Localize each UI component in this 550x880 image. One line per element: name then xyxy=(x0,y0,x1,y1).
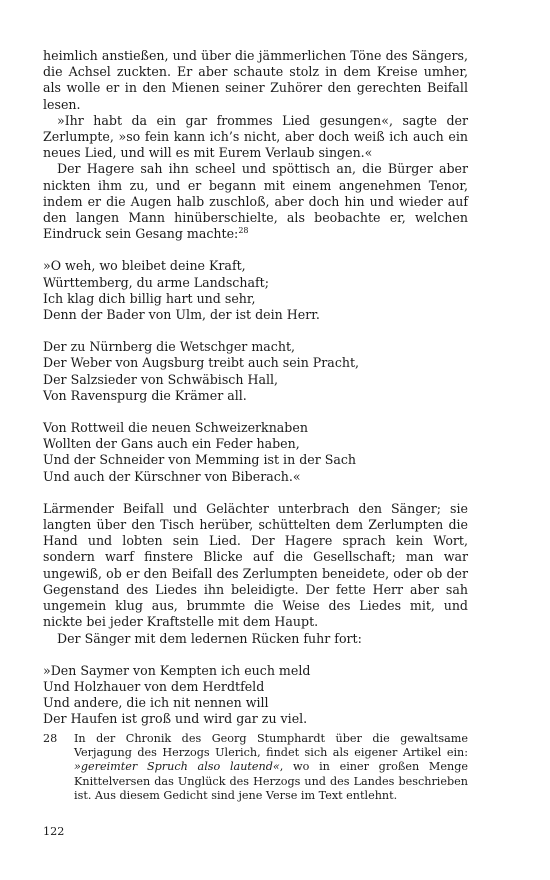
poem-stanza xyxy=(43,258,468,323)
verse-line: »O weh, wo bleibet deine Kraft, xyxy=(43,258,246,274)
poem-stanza xyxy=(43,339,468,404)
verse-line: Von Ravenspurg die Krämer all. xyxy=(43,387,247,403)
footnote-text-part: , wo in einer großen Menge Knittelversen das Unglück des Herzogs und des Landes beschrieben ist. Aus diesem Gedicht sind jene Verse im Text entlehnt. xyxy=(74,760,468,802)
verse-line: Und auch der Kürschner von Biberach.« xyxy=(43,468,301,484)
prose-middle xyxy=(43,501,468,647)
paragraph xyxy=(43,161,468,242)
page-number: 122 xyxy=(43,825,65,838)
poem-stanza xyxy=(43,663,468,728)
verse-line: Der Weber von Augsburg treibt auch sein Pracht, xyxy=(43,355,360,371)
footnote-reference[interactable]: 28 xyxy=(238,226,249,236)
verse-line: Und der Schneider von Memming ist in der Sach xyxy=(43,452,357,468)
verse-line: Wollten der Gans auch ein Feder haben, xyxy=(43,436,300,452)
verse-line: »Den Saymer von Kempten ich euch meld xyxy=(43,662,311,678)
paragraph-text: Der Hagere sah ihn scheel und spöttisch an, die Bürger aber nickten ihm zu, und er begann mit einem angenehmen Tenor, indem er die Augen halb zuschloß, aber doch hin und wieder auf den langen Mann hinüberschielte, als beobachte er, welchen Eindruck sein Gesang machte: xyxy=(43,161,468,242)
paragraph: »Ihr habt da ein gar frommes Lied gesungen«, sagte der Zerlumpte, »so fein kann ich’s nicht, aber doch weiß ich auch ein neues Lied, und will es mit Eurem Verlaub singen.« xyxy=(43,112,468,161)
poem xyxy=(43,663,468,728)
page-body xyxy=(43,48,468,728)
prose-top xyxy=(43,48,468,242)
paragraph: Lärmender Beifall und Gelächter unterbrach den Sänger; sie langten über den Tisch herüber, schüttelten dem Zerlumpten die Hand und lobten sein Lied. Der Hagere sprach kein Wort, sondern warf finstere Blicke auf die Gesellschaft; man war ungewiß, ob er den Beifall des Zerlumpten beneidete, oder ob der Gegenstand des Liedes ihn beleidigte. Der fette Herr aber sah ungemein klug aus, brummte die Weise des Liedes mit, und nickte bei jeder Kraftstelle mit dem Haupt. xyxy=(43,500,468,630)
paragraph: Der Sänger mit dem ledernen Rücken fuhr fort: xyxy=(57,630,362,646)
verse-line: Der Haufen ist groß und wird gar zu viel. xyxy=(43,711,308,727)
verse-line: Ich klag dich billig hart und sehr, xyxy=(43,290,256,306)
footnote-text xyxy=(74,732,468,803)
footnote-text-part: In der Chronik des Georg Stumphardt über die gewaltsame Verjagung des Herzogs Ulerich, findet sich als eigener Artikel ein: xyxy=(74,732,468,760)
poem xyxy=(43,258,468,484)
verse-line: Der Salzsieder von Schwäbisch Hall, xyxy=(43,371,279,387)
verse-line: Und Holzhauer von dem Herdtfeld xyxy=(43,678,265,694)
footnote-italic-quote: »gereimter Spruch also lautend« xyxy=(74,760,280,774)
verse-line: Württemberg, du arme Landschaft; xyxy=(43,274,269,290)
verse-line: Und andere, die ich nit nennen will xyxy=(43,695,269,711)
paragraph: heimlich anstießen, und über die jämmerlichen Töne des Sängers, die Achsel zuckten. Er aber schaute stolz in dem Kreise umher, als wolle er in den Mienen seiner Zuhörer den gerechten Beifall lesen. xyxy=(43,48,468,112)
poem-stanza xyxy=(43,420,468,485)
verse-line: Denn der Bader von Ulm, der ist dein Herr. xyxy=(43,307,320,323)
footnote xyxy=(43,732,468,803)
verse-line: Von Rottweil die neuen Schweizerknaben xyxy=(43,420,308,436)
verse-line: Der zu Nürnberg die Wetschger macht, xyxy=(43,339,296,355)
footnote-number: 28 xyxy=(43,732,58,745)
